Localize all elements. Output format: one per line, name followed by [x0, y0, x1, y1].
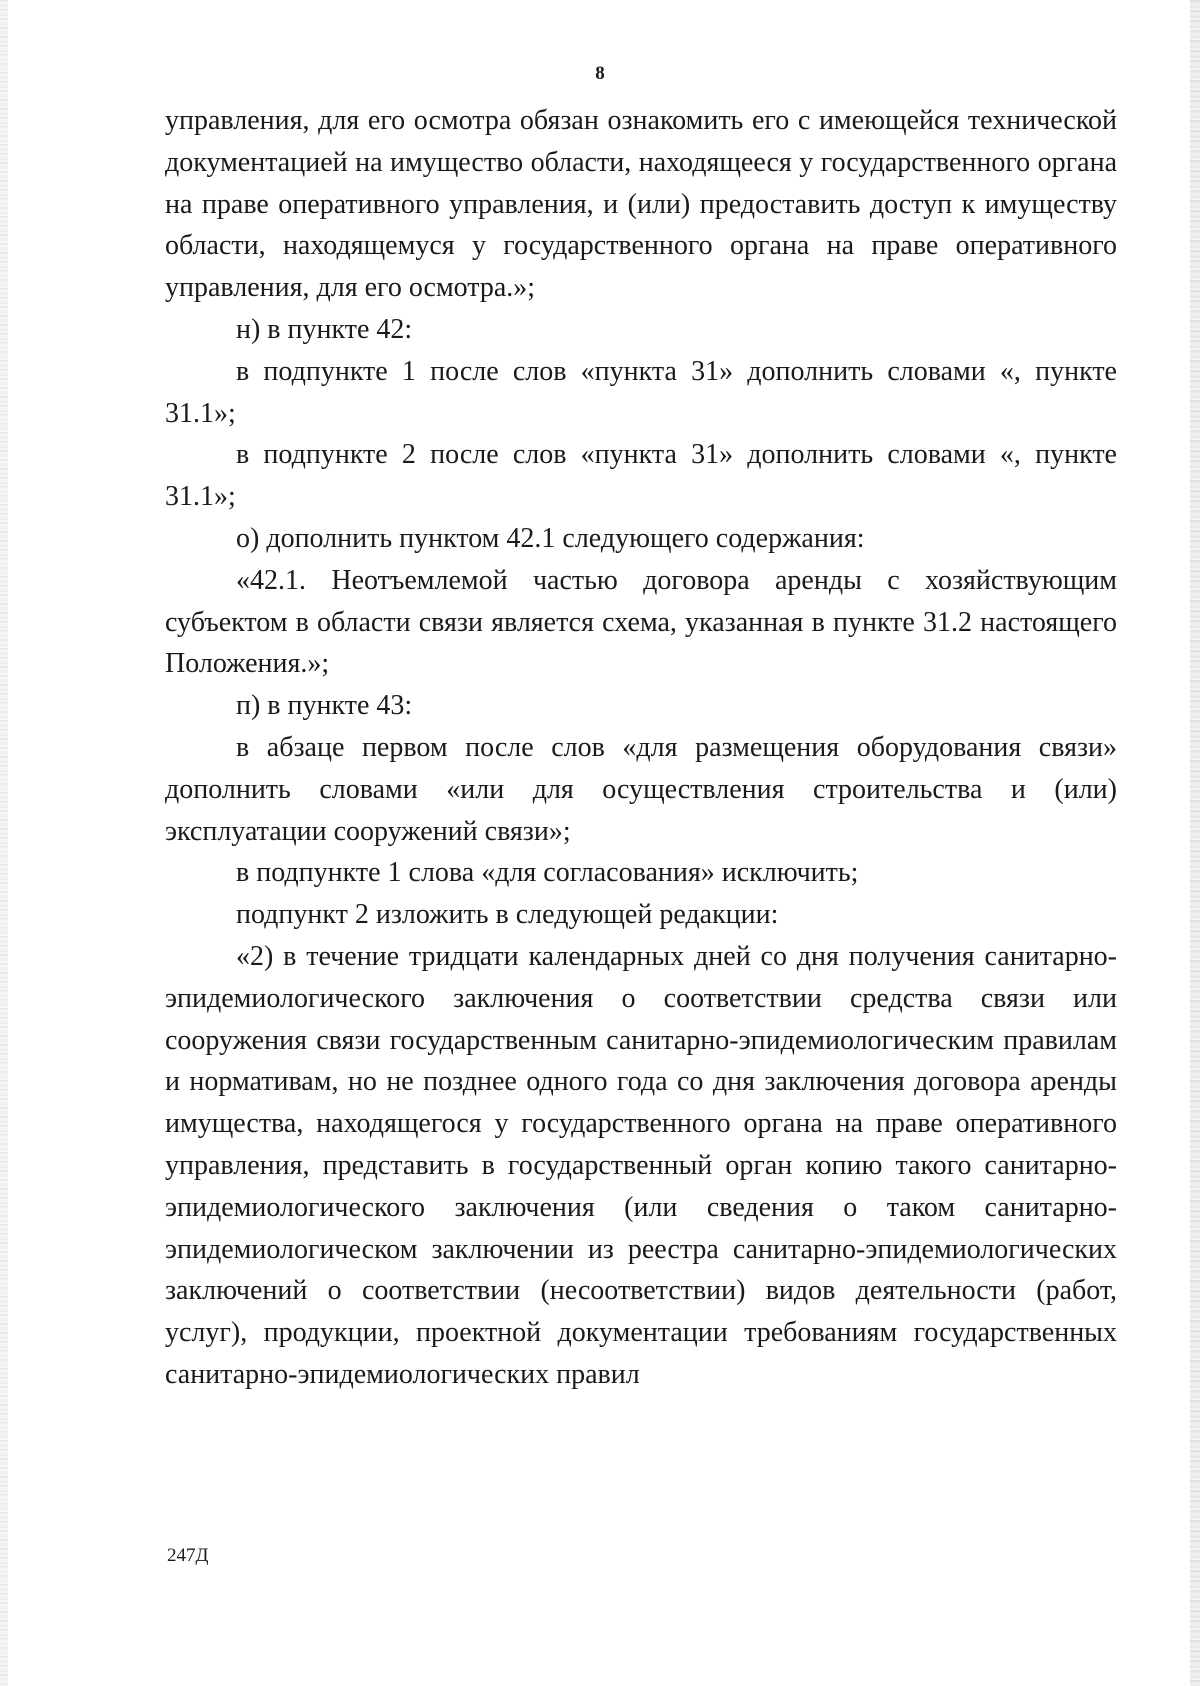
paragraph: «2) в течение тридцати календарных дней со дня получения санитарно-эпидемиологического заключения о соответствии средства связи или сооружения связи государственным санитарно-эпидемиологическим правилам и нормативам, но не позднее одного года со дня заключения договора аренды имущества, находящегося у государственного органа на праве оперативного управления, представить в государственный орган копию такого санитарно-эпидемиологического заключения (или сведения о таком санитарно-эпидемиологическом заключении из реестра санитарно-эпидемиологических заключений о соответствии (несоответствии) видов деятельности (работ, услуг), продукции, проектной документации требованиям государственных санитарно-эпидемиологических правил: [165, 940, 1117, 1390]
paragraph: в подпункте 2 после слов «пункта 31» дополнить словами «, пункте 31.1»;: [165, 439, 1117, 513]
document-code: 247Д: [167, 1545, 209, 1566]
paragraph: «42.1. Неотъемлемой частью договора аренды с хозяйствующим субъектом в области связи является схема, указанная в пункте 31.2 настоящего Положения.»;: [165, 564, 1117, 680]
paragraph: п) в пункте 43:: [236, 690, 413, 722]
scan-edge-left: [0, 0, 8, 1686]
paragraph: н) в пункте 42:: [236, 313, 413, 345]
paragraph: подпункт 2 изложить в следующей редакции:: [236, 899, 779, 931]
paragraph: управления, для его осмотра обязан ознакомить его с имеющейся технической документацией на имущество области, находящееся у государственного органа на праве оперативного управления, и (или) предоставить доступ к имуществу области, находящемуся у государственного органа на праве оперативного управления, для его осмотра.»;: [165, 105, 1117, 304]
paragraph: в подпункте 1 после слов «пункта 31» дополнить словами «, пункте 31.1»;: [165, 355, 1117, 429]
paragraph: о) дополнить пунктом 42.1 следующего содержания:: [236, 522, 865, 554]
document-body: [165, 100, 1117, 1396]
paragraph: в абзаце первом после слов «для размещения оборудования связи» дополнить словами «или для осуществления строительства и (или) эксплуатации сооружений связи»;: [165, 731, 1117, 847]
paragraph: в подпункте 1 слова «для согласования» исключить;: [236, 857, 859, 889]
scan-edge-right: [1190, 0, 1200, 1686]
page-number: 8: [595, 63, 605, 84]
